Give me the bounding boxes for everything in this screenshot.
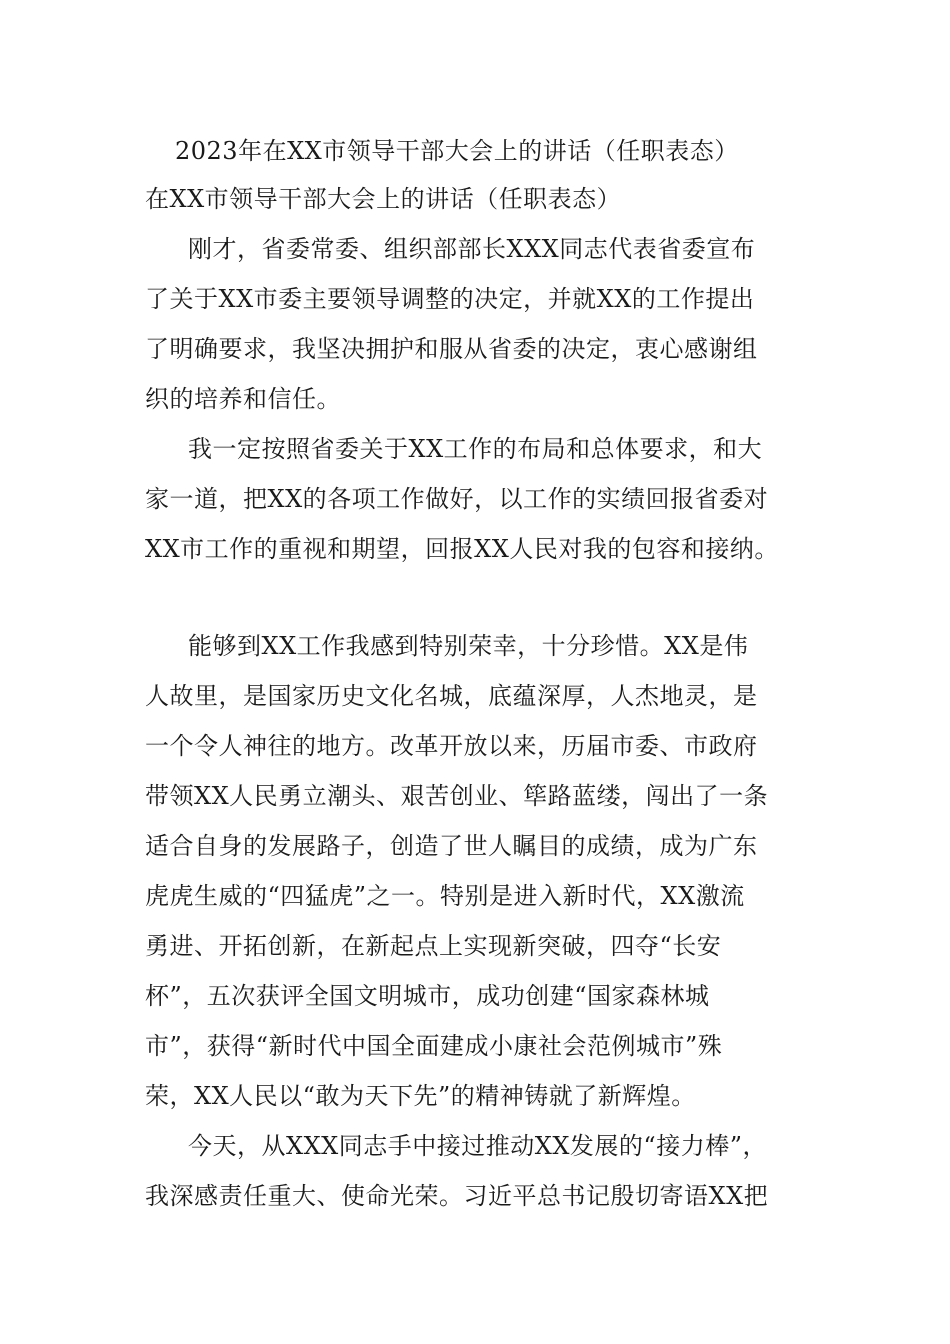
paragraph-line: 勇进、开拓创新，在新起点上实现新突破，四夺“长安 bbox=[145, 932, 722, 960]
paragraph-line: 刚才，省委常委、组织部部长XXX同志代表省委宣布 bbox=[188, 235, 756, 263]
paragraph-line: 市”，获得“新时代中国全面建成小康社会范例城市”殊 bbox=[145, 1032, 723, 1060]
paragraph-line: 家一道，把XX的各项工作做好，以工作的实绩回报省委对 bbox=[145, 485, 769, 513]
paragraph-line: 能够到XX工作我感到特别荣幸，十分珍惜。XX是伟 bbox=[188, 632, 749, 660]
paragraph-line: 适合自身的发展路子，创造了世人瞩目的成绩，成为广东 bbox=[145, 832, 758, 860]
paragraph-line: 了明确要求，我坚决拥护和服从省委的决定，衷心感谢组 bbox=[145, 335, 758, 363]
paragraph-line: 织的培养和信任。 bbox=[145, 385, 341, 413]
document-title: 2023年在XX市领导干部大会上的讲话（任职表态） bbox=[175, 137, 739, 165]
paragraph-line: 荣，XX人民以“敢为天下先”的精神铸就了新辉煌。 bbox=[145, 1082, 696, 1110]
document-subtitle: 在XX市领导干部大会上的讲话（任职表态） bbox=[145, 185, 622, 213]
paragraph-line: 虎虎生威的“四猛虎”之一。特别是进入新时代，XX激流 bbox=[145, 882, 745, 910]
paragraph-line: 今天，从XXX同志手中接过推动XX发展的“接力棒”， bbox=[188, 1132, 767, 1160]
paragraph-line: 我一定按照省委关于XX工作的布局和总体要求，和大 bbox=[188, 435, 763, 463]
paragraph-line: 带领XX人民勇立潮头、艰苦创业、筚路蓝缕，闯出了一条 bbox=[145, 782, 769, 810]
paragraph-line: 了关于XX市委主要领导调整的决定，并就XX的工作提出 bbox=[145, 285, 755, 313]
paragraph-line: 一个令人神往的地方。改革开放以来，历届市委、市政府 bbox=[145, 732, 758, 760]
paragraph-line: XX市工作的重视和期望，回报XX人民对我的包容和接纳。 bbox=[145, 535, 779, 563]
paragraph-line: 杯”，五次获评全国文明城市，成功创建“国家森林城 bbox=[145, 982, 710, 1010]
paragraph-line: 人故里，是国家历史文化名城，底蕴深厚，人杰地灵，是 bbox=[145, 682, 758, 710]
paragraph-line: 我深感责任重大、使命光荣。习近平总书记殷切寄语XX把 bbox=[145, 1182, 769, 1210]
